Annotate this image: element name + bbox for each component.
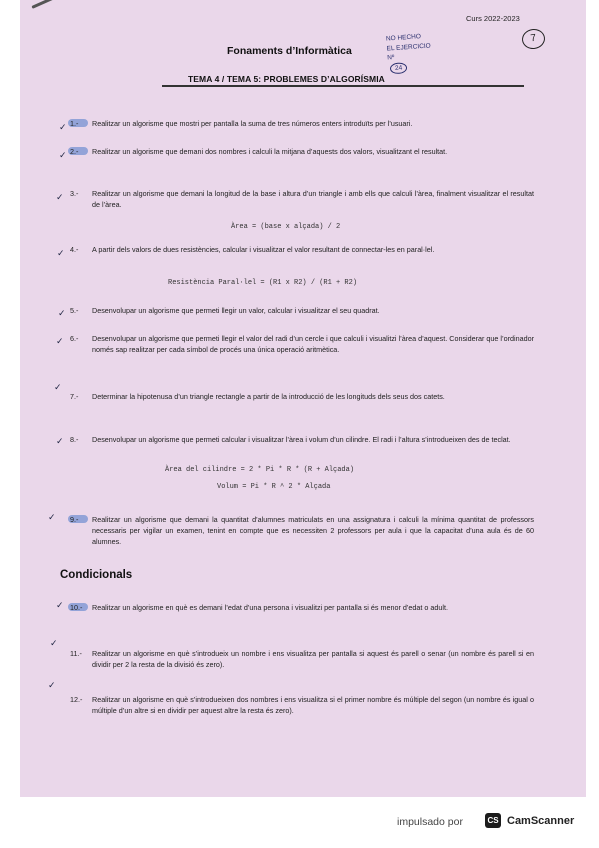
check-mark-icon: ✓ (56, 600, 64, 610)
handwritten-circled-number: 24 (390, 62, 408, 75)
exercise-number: 12.- (70, 695, 83, 704)
exercise-text: A partir dels valors de dues resistències, calcular i visualitzar el valor resultant de connectar-les en paral·lel. (92, 245, 435, 254)
exercise-item (70, 648, 534, 670)
exercise-number: 3.- (70, 189, 79, 198)
handwritten-line: Nº 24 (387, 50, 433, 74)
page-fold-mark (31, 0, 65, 9)
exercise-text: Realitzar un algorisme que demani la longitud de la base i altura d’un triangle i amb ells que calculi l’àrea, finalment visualitzar el resultat de l’àrea. (92, 189, 534, 209)
exercise-number: 4.- (70, 245, 79, 254)
scanned-page (20, 0, 586, 797)
exercise-item (70, 391, 534, 402)
exercise-text: Realitzar un algorisme en què s’introdueixen dos nombres i ens visualitza si el primer nombre és múltiple del segon (un nombre és igual o múltiple d’un altre si en dividir per aquest altre la resta és zero). (92, 695, 534, 715)
exercise-text: Realitzar un algorisme que mostri per pantalla la suma de tres números enters introduïts per l’usuari. (92, 119, 413, 128)
exercise-item (70, 694, 534, 716)
check-mark-icon: ✓ (56, 192, 64, 202)
exercise-number: 8.- (70, 435, 79, 444)
exercise-item (70, 514, 534, 547)
check-mark-icon: ✓ (56, 336, 64, 346)
formula: Volum = Pi * R ^ 2 * Alçada (217, 483, 331, 491)
exercise-text: Realitzar un algorisme en què s’introdueix un nombre i ens visualitza per pantalla si aquest és parell o senar (un nombre és parell si en dividir per 2 la resta de la divisió és zero). (92, 649, 534, 669)
exercise-number: 9.- (70, 515, 79, 524)
section-heading: Condicionals (60, 569, 133, 581)
check-mark-icon: ✓ (48, 680, 56, 690)
exercise-item (70, 305, 534, 316)
check-mark-icon: ✓ (54, 382, 62, 392)
check-mark-icon: ✓ (59, 122, 67, 132)
exercise-item (70, 146, 534, 157)
formula: Àrea = (base x alçada) / 2 (231, 223, 341, 231)
check-mark-icon: ✓ (56, 436, 64, 446)
exercise-number: 11.- (70, 649, 82, 658)
check-mark-icon: ✓ (58, 308, 66, 318)
check-mark-icon: ✓ (50, 638, 58, 648)
title-divider (162, 85, 524, 87)
exercise-number: 7.- (70, 392, 79, 401)
check-mark-icon: ✓ (48, 512, 56, 522)
exercise-text: Desenvolupar un algorisme que permeti llegir un valor, calcular i visualitzar el seu quadrat. (92, 306, 380, 315)
powered-by-text: impulsado por (397, 816, 463, 828)
exercise-text: Realitzar un algorisme que demani la quantitat d’alumnes matriculats en una assignatura i calculi la mínima quantitat de professors necessaris per vigilar un examen, tenint en compte que es necessiten 2 professors per aula i que la capacitat d’una aula és de 60 alumnes. (92, 515, 534, 546)
handwritten-note (386, 32, 433, 75)
exercise-number: 2.- (70, 147, 79, 156)
camscanner-brand: CamScanner (507, 815, 575, 827)
document-subtitle: TEMA 4 / TEMA 5: PROBLEMES D’ALGORÍSMIA (188, 74, 385, 84)
check-mark-icon: ✓ (57, 248, 65, 258)
exercise-text: Realitzar un algorisme que demani dos nombres i calculi la mitjana d’aquests dos valors, visualitzant el resultat. (92, 147, 448, 156)
exercise-number: 1.- (70, 119, 79, 128)
formula: Àrea del cilindre = 2 * Pi * R * (R + Alçada) (165, 466, 355, 474)
course-year: Curs 2022-2023 (466, 14, 520, 23)
circled-number: 7 (521, 27, 547, 50)
exercise-text: Desenvolupar un algorisme que permeti llegir el valor del radi d’un cercle i que calculi i visualitzi l’àrea d’aquest. Considerar que l’ordinador només sap realitzar per cada símbol de procés una única operació aritmètica. (92, 334, 534, 354)
exercise-item (70, 602, 534, 613)
exercise-item (70, 434, 534, 445)
exercise-item (70, 188, 534, 210)
exercise-number: 10.- (70, 603, 83, 612)
camscanner-logo-icon: CS (485, 813, 501, 828)
document-title: Fonaments d’Informàtica (227, 45, 352, 57)
exercise-text: Desenvolupar un algorisme que permeti calcular i visualitzar l’àrea i volum d’un cilindre. El radi i l’altura s’introdueixen des de teclat. (92, 435, 511, 444)
handwritten-line: EL EJERCICIO (386, 41, 431, 53)
exercise-number: 5.- (70, 306, 79, 315)
check-mark-icon: ✓ (59, 150, 67, 160)
handwritten-line: NO HECHO (385, 33, 422, 43)
exercise-item (70, 244, 534, 255)
exercise-item (70, 333, 534, 355)
exercise-text: Determinar la hipotenusa d’un triangle rectangle a partir de la introducció de les longituds dels seus dos catets. (92, 392, 445, 401)
exercise-text: Realitzar un algorisme en què es demani l’edat d’una persona i visualitzi per pantalla si és menor d’edat o adult. (92, 603, 448, 612)
exercise-number: 6.- (70, 334, 79, 343)
exercise-item (70, 118, 534, 129)
formula: Resistència Paral·lel = (R1 x R2) / (R1 + R2) (168, 279, 358, 287)
